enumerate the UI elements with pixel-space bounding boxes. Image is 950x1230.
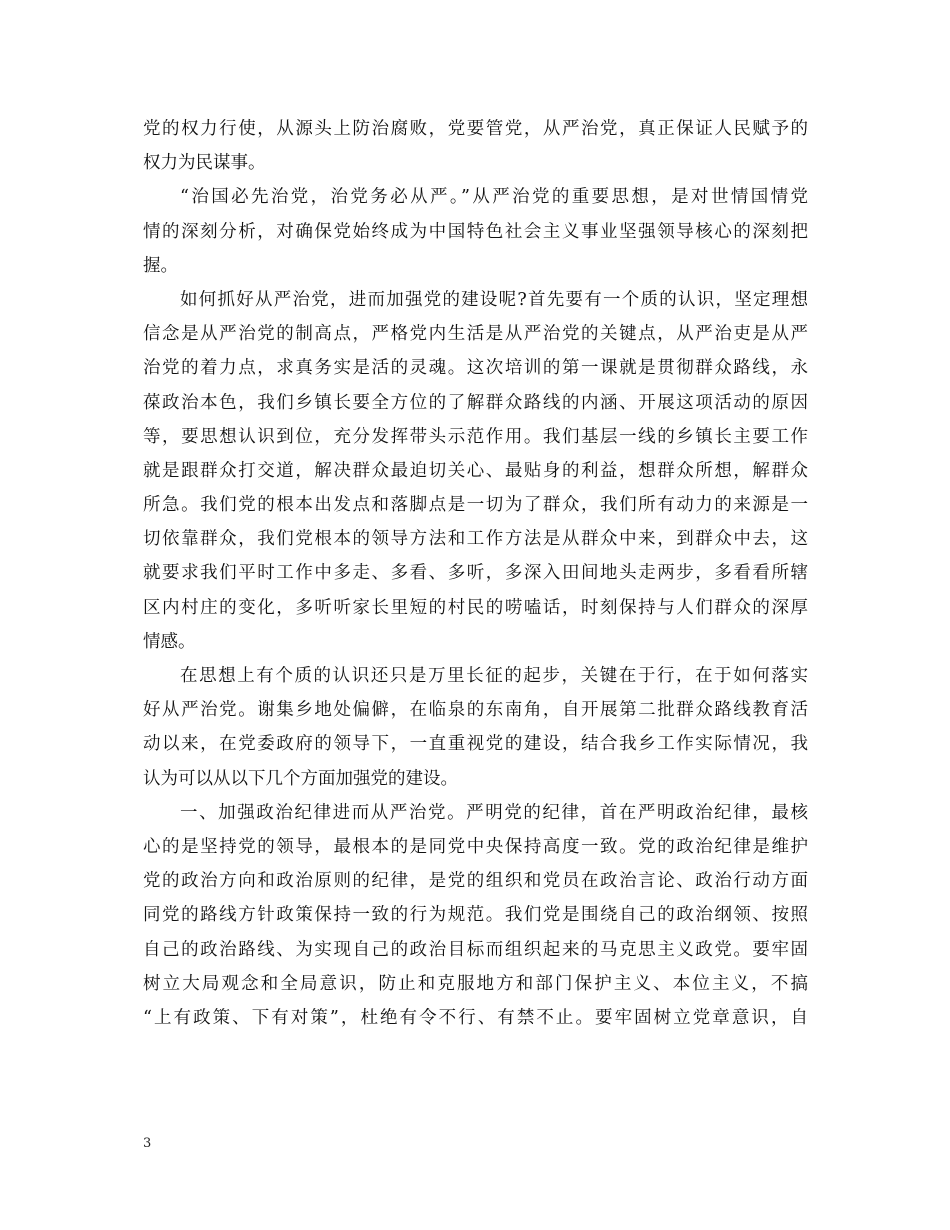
- text-line: 党的权力行使，从源头上防治腐败，党要管党，从严治党，真正保证人民赋予的: [143, 119, 808, 139]
- text-line: 党的政治方向和政治原则的纪律，是党的组织和党员在政治言论、政治行动方面: [143, 871, 808, 892]
- text-line: 一、加强政治纪律进而从严治党。严明党的纪律，首在严明政治纪律，最核: [180, 802, 808, 823]
- text-line: 在思想上有个质的认识还只是万里长征的起步，关键在于行，在于如何落实: [180, 666, 808, 686]
- text-line: 情感。: [143, 631, 196, 652]
- text-line: “治国必先治党，治党务必从严。”从严治党的重要思想，是对世情国情党: [180, 187, 808, 208]
- text-line: 同党的路线方针政策保持一致的行为规范。我们党是围绕自己的政治纲领、按照: [143, 905, 808, 926]
- text-line: 区内村庄的变化，多听听家长里短的村民的唠嗑话，时刻保持与人们群众的深厚: [143, 597, 808, 618]
- paragraph-3: [143, 283, 808, 659]
- text-line: 心的是坚持党的领导，最根本的是同党中央保持高度一致。党的政治纪律是维护: [143, 836, 808, 857]
- text-line: 治党的着力点，求真务实是活的灵魂。这次培训的第一课就是贯彻群众路线，永: [143, 358, 808, 379]
- text-line: 等，要思想认识到位，充分发挥带头示范作用。我们基层一线的乡镇长主要工作: [143, 426, 808, 447]
- text-line: 所急。我们党的根本出发点和落脚点是一切为了群众，我们所有动力的来源是一: [143, 495, 808, 516]
- text-line: 动以来，在党委政府的领导下，一直重视党的建设，结合我乡工作实际情况，我: [143, 734, 808, 755]
- paragraph-2: [143, 180, 808, 283]
- text-line: 树立大局观念和全局意识，防止和克服地方和部门保护主义、本位主义，不搞: [143, 973, 808, 994]
- paragraph-5: [143, 796, 808, 1035]
- text-line: “上有政策、下有对策”，杜绝有令不行、有禁不止。要牢固树立党章意识，自: [143, 1007, 808, 1028]
- text-line: 切依靠群众，我们党根本的领导方法和工作方法是从群众中来，到群众中去，这: [143, 529, 808, 550]
- text-line: 葆政治本色，我们乡镇长要全方位的了解群众路线的内涵、开展这项活动的原因: [143, 392, 808, 413]
- text-line: 好从严治党。谢集乡地处偏僻，在临泉的东南角，自开展第二批群众路线教育活: [143, 700, 808, 721]
- text-line: 如何抓好从严治党，进而加强党的建设呢?首先要有一个质的认识，坚定理想: [180, 289, 808, 310]
- paragraph-4: [143, 659, 808, 796]
- text-line: 信念是从严治党的制高点，严格党内生活是从严治党的关键点，从严治吏是从严: [143, 324, 808, 345]
- paragraph-1: [143, 112, 808, 180]
- text-line: 情的深刻分析，对确保党始终成为中国特色社会主义事业坚强领导核心的深刻把: [143, 221, 808, 242]
- text-line: 权力为民谋事。: [143, 153, 266, 174]
- text-line: 就要求我们平时工作中多走、多看、多听，多深入田间地头走两步，多看看所辖: [143, 563, 808, 584]
- text-line: 握。: [143, 255, 178, 276]
- document-body: [143, 112, 808, 1035]
- text-line: 认为可以从以下几个方面加强党的建设。: [143, 768, 458, 789]
- page-number: 3: [143, 1136, 152, 1151]
- text-line: 就是跟群众打交道，解决群众最迫切关心、最贴身的利益，想群众所想，解群众: [143, 460, 808, 481]
- text-line: 自己的政治路线、为实现自己的政治目标而组织起来的马克思主义政党。要牢固: [143, 939, 808, 960]
